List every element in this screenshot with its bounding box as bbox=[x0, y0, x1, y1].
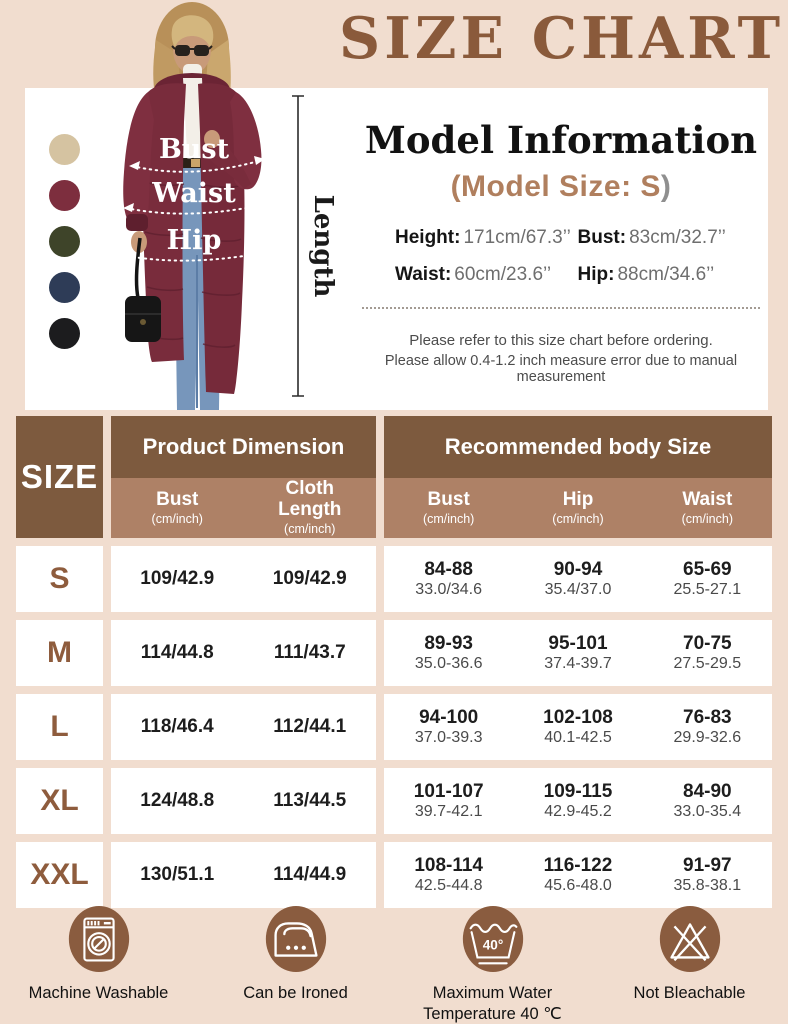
product-bust-cell: 130/51.1 bbox=[140, 864, 215, 885]
body-waist-cell: 91-97 35.8-38.1 bbox=[673, 855, 742, 894]
body-hip-header: Hip (cm/inch) bbox=[552, 488, 604, 526]
washing-machine-icon bbox=[64, 904, 134, 974]
care-label: Maximum Water Temperature 40 ℃ bbox=[423, 984, 562, 1023]
model-size-subtitle bbox=[362, 170, 760, 204]
size-table-header bbox=[16, 416, 772, 538]
body-hip-cell: 116-122 45.6-48.0 bbox=[543, 855, 613, 894]
body-hip-cell: 95-101 37.4-39.7 bbox=[544, 633, 612, 672]
table-row-xl bbox=[16, 768, 772, 834]
color-swatch-olive bbox=[49, 226, 80, 257]
care-item-not-bleachable bbox=[591, 904, 788, 1024]
body-waist-cell: 65-69 25.5-27.1 bbox=[673, 559, 742, 598]
model-info-title: Model Information bbox=[364, 118, 758, 162]
size-chart-note-1: Please refer to this size chart before ordering. bbox=[409, 331, 713, 349]
size-cell: XL bbox=[16, 768, 103, 834]
page-title: SIZE CHART bbox=[339, 5, 784, 72]
product-bust-cell: 124/48.8 bbox=[140, 790, 215, 811]
care-label: Not Bleachable bbox=[633, 984, 746, 1002]
body-waist-cell: 84-90 33.0-35.4 bbox=[673, 781, 742, 820]
cloth-length-cell: 109/42.9 bbox=[272, 568, 347, 589]
size-chart-note-2: Please allow 0.4-1.2 inch measure error due to manual measurement bbox=[384, 352, 738, 385]
care-item-can-be-ironed bbox=[197, 904, 394, 1024]
model-size-text: (Model Size: S bbox=[450, 169, 661, 203]
body-cells bbox=[384, 546, 772, 612]
recommended-body-size-header: Recommended body Size bbox=[384, 416, 772, 478]
size-column-header: SIZE bbox=[16, 416, 103, 538]
product-cells bbox=[111, 694, 376, 760]
cloth-length-cell: 111/43.7 bbox=[273, 642, 346, 663]
table-row-m bbox=[16, 620, 772, 686]
body-cells bbox=[384, 620, 772, 686]
body-subheaders bbox=[384, 478, 772, 538]
size-cell: XXL bbox=[16, 842, 103, 908]
care-label: Machine Washable bbox=[28, 984, 169, 1002]
body-cells bbox=[384, 768, 772, 834]
length-annotation bbox=[292, 96, 338, 396]
size-table bbox=[16, 416, 772, 908]
product-bust-header: Bust (cm/inch) bbox=[151, 488, 203, 526]
body-waist-cell: 70-75 27.5-29.5 bbox=[673, 633, 742, 672]
body-cells bbox=[384, 842, 772, 908]
body-hip-cell: 102-108 40.1-42.5 bbox=[543, 707, 613, 746]
model-size-paren: ) bbox=[660, 169, 672, 203]
waist-label: Waist bbox=[152, 178, 236, 209]
body-bust-header: Bust (cm/inch) bbox=[422, 488, 475, 526]
body-bust-cell: 94-100 37.0-39.3 bbox=[414, 707, 483, 746]
product-bust-cell: 118/46.4 bbox=[140, 716, 214, 737]
product-cells bbox=[111, 768, 376, 834]
hip-label: Hip bbox=[166, 225, 222, 256]
body-bust-cell: 108-114 42.5-44.8 bbox=[414, 855, 483, 894]
product-cells bbox=[111, 546, 376, 612]
cloth-length-cell: 112/44.1 bbox=[273, 716, 347, 737]
size-cell: M bbox=[16, 620, 103, 686]
care-label: Can be Ironed bbox=[243, 984, 348, 1002]
size-cell: S bbox=[16, 546, 103, 612]
measurement-bust: Bust: 83cm/32.7’’ bbox=[577, 226, 726, 248]
cloth-length-cell: 114/44.9 bbox=[273, 864, 347, 885]
color-swatch-maroon bbox=[49, 180, 80, 211]
model-info-panel bbox=[362, 120, 760, 385]
product-subheaders bbox=[111, 478, 376, 538]
color-swatch-black bbox=[49, 318, 80, 349]
measurement-waist: Waist: 60cm/23.6’’ bbox=[395, 263, 552, 285]
measurement-hip: Hip: 88cm/34.6’’ bbox=[577, 263, 715, 285]
body-hip-cell: 90-94 35.4/37.0 bbox=[544, 559, 612, 598]
tub-temperature-text: 40° bbox=[482, 937, 503, 953]
size-cell: L bbox=[16, 694, 103, 760]
body-bust-cell: 84-88 33.0/34.6 bbox=[415, 559, 483, 598]
body-bust-cell: 101-107 39.7-42.1 bbox=[413, 781, 484, 820]
body-bust-cell: 89-93 35.0-36.6 bbox=[414, 633, 483, 672]
product-bust-cell: 114/44.8 bbox=[140, 642, 214, 663]
body-cells bbox=[384, 694, 772, 760]
product-dimension-header: Product Dimension bbox=[111, 416, 376, 478]
measurement-height: Height: 171cm/67.3’’ bbox=[395, 226, 571, 248]
bust-label: Bust bbox=[158, 134, 230, 165]
cloth-length-cell: 113/44.5 bbox=[273, 790, 347, 811]
product-cells bbox=[111, 842, 376, 908]
product-bust-cell: 109/42.9 bbox=[140, 568, 215, 589]
care-item-max-water-temp bbox=[394, 904, 591, 1024]
body-waist-cell: 76-83 29.9-32.6 bbox=[673, 707, 742, 746]
table-row-xxl bbox=[16, 842, 772, 908]
iron-icon bbox=[261, 904, 331, 974]
body-hip-cell: 109-115 42.9-45.2 bbox=[543, 781, 613, 820]
product-cells bbox=[111, 620, 376, 686]
length-label: Length bbox=[308, 194, 338, 298]
dotted-divider bbox=[362, 307, 760, 309]
care-item-machine-washable bbox=[0, 904, 197, 1024]
color-swatch-navy bbox=[49, 272, 80, 303]
wash-temperature-icon bbox=[458, 904, 528, 974]
model-photo bbox=[88, 0, 345, 410]
care-instructions bbox=[0, 904, 788, 1024]
cloth-length-header: Cloth Length (cm/inch) bbox=[278, 478, 342, 537]
model-measurements bbox=[362, 227, 760, 286]
color-swatch-list bbox=[49, 134, 80, 349]
color-swatch-khaki bbox=[49, 134, 80, 165]
table-row-s bbox=[16, 546, 772, 612]
body-waist-header: Waist (cm/inch) bbox=[681, 488, 734, 526]
table-row-l bbox=[16, 694, 772, 760]
no-bleach-icon bbox=[655, 904, 725, 974]
